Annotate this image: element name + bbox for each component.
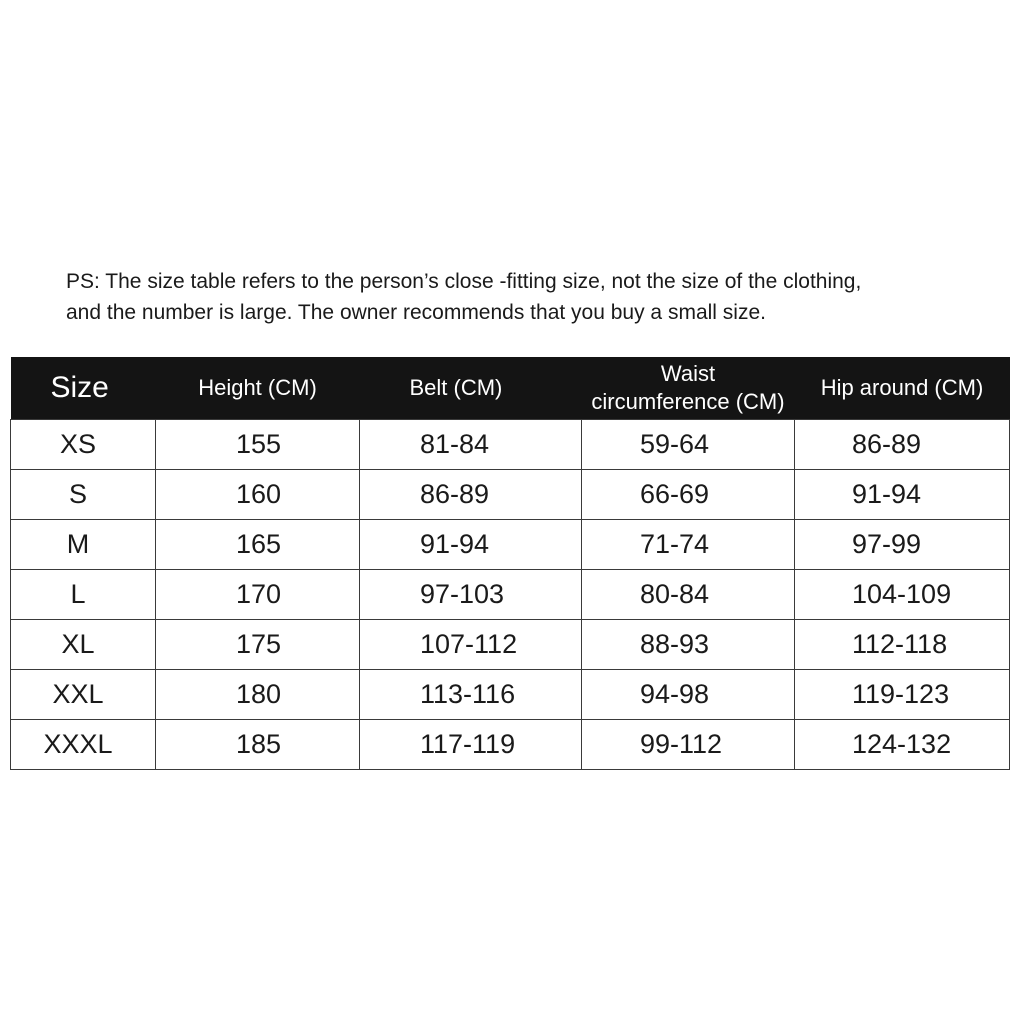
- cell-hip: 86-89: [795, 419, 1010, 469]
- cell-height: 170: [156, 569, 360, 619]
- header-waist: [582, 357, 795, 419]
- table-row: [11, 569, 1010, 619]
- size-chart-table: [10, 357, 1010, 770]
- header-height: Height (CM): [198, 374, 317, 400]
- cell-waist: 80-84: [582, 569, 795, 619]
- cell-size: M: [11, 519, 156, 569]
- cell-size: XXL: [11, 669, 156, 719]
- table-row: [11, 419, 1010, 469]
- table-row: [11, 469, 1010, 519]
- cell-height: 175: [156, 619, 360, 669]
- cell-size: XXXL: [11, 719, 156, 769]
- header-belt: Belt (CM): [409, 374, 503, 400]
- cell-waist: 99-112: [582, 719, 795, 769]
- cell-belt: 97-103: [360, 569, 582, 619]
- cell-size: S: [11, 469, 156, 519]
- cell-belt: 91-94: [360, 519, 582, 569]
- cell-hip: 104-109: [795, 569, 1010, 619]
- cell-waist: 66-69: [582, 469, 795, 519]
- cell-belt: 81-84: [360, 419, 582, 469]
- size-note: [66, 266, 986, 328]
- cell-size: XS: [11, 419, 156, 469]
- cell-waist: 94-98: [582, 669, 795, 719]
- cell-height: 185: [156, 719, 360, 769]
- cell-belt: 113-116: [360, 669, 582, 719]
- size-note-line-2: and the number is large. The owner recommends that you buy a small size.: [66, 301, 766, 324]
- header-waist-line-1: Waist: [660, 360, 716, 386]
- cell-waist: 88-93: [582, 619, 795, 669]
- table-row: [11, 619, 1010, 669]
- cell-hip: 112-118: [795, 619, 1010, 669]
- header-size: Size: [50, 370, 109, 404]
- cell-hip: 97-99: [795, 519, 1010, 569]
- cell-hip: 124-132: [795, 719, 1010, 769]
- cell-height: 155: [156, 419, 360, 469]
- table-row: [11, 719, 1010, 769]
- cell-belt: 107-112: [360, 619, 582, 669]
- cell-waist: 59-64: [582, 419, 795, 469]
- cell-size: L: [11, 569, 156, 619]
- cell-hip: 119-123: [795, 669, 1010, 719]
- cell-hip: 91-94: [795, 469, 1010, 519]
- header-waist-line-2: circumference (CM): [591, 388, 785, 414]
- cell-waist: 71-74: [582, 519, 795, 569]
- header-row: [11, 357, 1010, 419]
- cell-size: XL: [11, 619, 156, 669]
- header-hip: Hip around (CM): [820, 374, 984, 400]
- cell-belt: 86-89: [360, 469, 582, 519]
- table-header: [11, 357, 1010, 419]
- cell-belt: 117-119: [360, 719, 582, 769]
- cell-height: 160: [156, 469, 360, 519]
- table-row: [11, 519, 1010, 569]
- cell-height: 180: [156, 669, 360, 719]
- table-body: [11, 419, 1010, 769]
- size-note-line-1: PS: The size table refers to the person’s close -fitting size, not the size of the clothing,: [66, 270, 862, 293]
- table-row: [11, 669, 1010, 719]
- cell-height: 165: [156, 519, 360, 569]
